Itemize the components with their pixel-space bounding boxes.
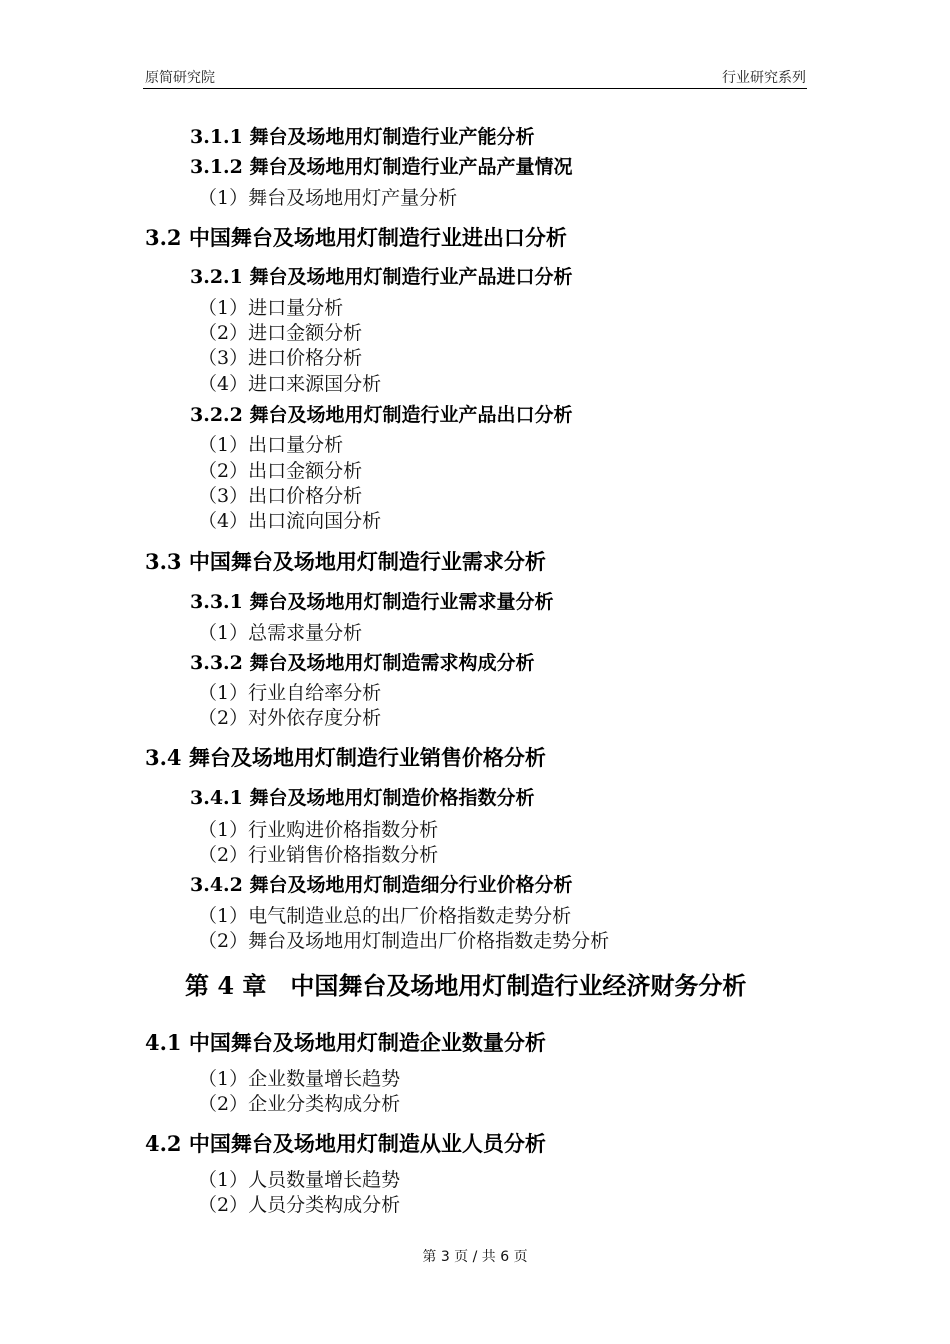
toc-item: （2）企业分类构成分析 xyxy=(198,1093,401,1115)
toc-entry-3-2-1: 3.2.1 舞台及场地用灯制造行业产品进口分析 xyxy=(190,266,573,288)
toc-item: （1）总需求量分析 xyxy=(198,622,363,644)
toc-item: （1）电气制造业总的出厂价格指数走势分析 xyxy=(198,905,572,927)
toc-item: （2）进口金额分析 xyxy=(198,322,363,344)
toc-item: （2）舞台及场地用灯制造出厂价格指数走势分析 xyxy=(198,930,610,952)
toc-chapter-4 xyxy=(185,971,747,1000)
toc-item: （1）人员数量增长趋势 xyxy=(198,1169,401,1191)
toc-section-4-1: 4.1 中国舞台及场地用灯制造企业数量分析 xyxy=(145,1030,546,1055)
toc-item: （2）出口金额分析 xyxy=(198,460,363,482)
toc-item: （2）对外依存度分析 xyxy=(198,707,382,729)
toc-section-4-2: 4.2 中国舞台及场地用灯制造从业人员分析 xyxy=(145,1131,546,1156)
toc-item: （2）行业销售价格指数分析 xyxy=(198,844,439,866)
page-number: 第 3 页 / 共 6 页 xyxy=(422,1249,528,1265)
toc-section-3-2: 3.2 中国舞台及场地用灯制造行业进出口分析 xyxy=(145,225,567,250)
toc-item: （1）行业自给率分析 xyxy=(198,682,382,704)
header-org-name: 原简研究院 xyxy=(145,70,215,86)
toc-entry-3-3-1: 3.3.1 舞台及场地用灯制造行业需求量分析 xyxy=(190,591,554,613)
header-divider xyxy=(143,88,807,89)
toc-item: （1）进口量分析 xyxy=(198,297,344,319)
toc-entry-3-2-2: 3.2.2 舞台及场地用灯制造行业产品出口分析 xyxy=(190,404,573,426)
toc-item: （1）出口量分析 xyxy=(198,434,344,456)
toc-item: （1）行业购进价格指数分析 xyxy=(198,819,439,841)
toc-entry-3-1-1: 3.1.1 舞台及场地用灯制造行业产能分析 xyxy=(190,126,535,148)
toc-section-3-4: 3.4 舞台及场地用灯制造行业销售价格分析 xyxy=(145,745,546,770)
toc-item: （4）进口来源国分析 xyxy=(198,373,382,395)
header-series-name: 行业研究系列 xyxy=(722,70,806,86)
chapter-title: 中国舞台及场地用灯制造行业经济财务分析 xyxy=(290,971,747,1000)
chapter-number: 第 4 章 xyxy=(185,971,267,1000)
toc-item: （4）出口流向国分析 xyxy=(198,510,382,532)
toc-item: （2）人员分类构成分析 xyxy=(198,1194,401,1216)
toc-item: （1）舞台及场地用灯产量分析 xyxy=(198,187,458,209)
toc-entry-3-1-2: 3.1.2 舞台及场地用灯制造行业产品产量情况 xyxy=(190,156,573,178)
toc-item: （1）企业数量增长趋势 xyxy=(198,1068,401,1090)
toc-entry-3-4-1: 3.4.1 舞台及场地用灯制造价格指数分析 xyxy=(190,787,535,809)
toc-entry-3-3-2: 3.3.2 舞台及场地用灯制造需求构成分析 xyxy=(190,652,535,674)
toc-entry-3-4-2: 3.4.2 舞台及场地用灯制造细分行业价格分析 xyxy=(190,874,573,896)
toc-item: （3）进口价格分析 xyxy=(198,347,363,369)
toc-item: （3）出口价格分析 xyxy=(198,485,363,507)
toc-section-3-3: 3.3 中国舞台及场地用灯制造行业需求分析 xyxy=(145,549,546,574)
